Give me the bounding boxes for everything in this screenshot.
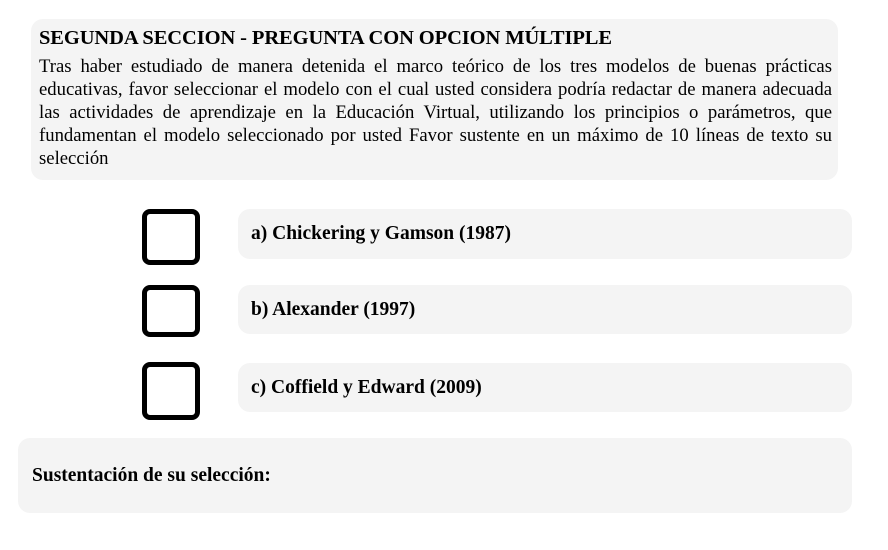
question-instructions: Tras haber estudiado de manera detenida el marco teórico de los tres modelos de buenas prácticas educativas, favor seleccionar el modelo con el cual usted considera podría redactar de manera adecuada las actividades de aprendizaje en la Educación Virtual, utilizando los principios o parámetros, que fundamentan el modelo seleccionado por usted Favor sustente en un máximo de 10 líneas de texto su selección [39, 56, 832, 169]
option-a[interactable] [238, 209, 852, 259]
section-title: SEGUNDA SECCION - PREGUNTA CON OPCION MÚLTIPLE [39, 27, 612, 49]
checkbox-option-b[interactable] [142, 285, 200, 337]
option-c[interactable] [238, 363, 852, 412]
option-c-label: c) Coffield y Edward (2009) [251, 376, 482, 398]
option-a-label: a) Chickering y Gamson (1987) [251, 223, 511, 244]
justification-field[interactable] [18, 438, 852, 513]
checkbox-option-a[interactable] [142, 209, 200, 265]
checkbox-option-c[interactable] [142, 362, 200, 420]
question-panel [31, 19, 838, 180]
option-b[interactable] [238, 285, 852, 334]
option-b-label: b) Alexander (1997) [251, 298, 416, 320]
justification-label: Sustentación de su selección: [32, 464, 271, 486]
